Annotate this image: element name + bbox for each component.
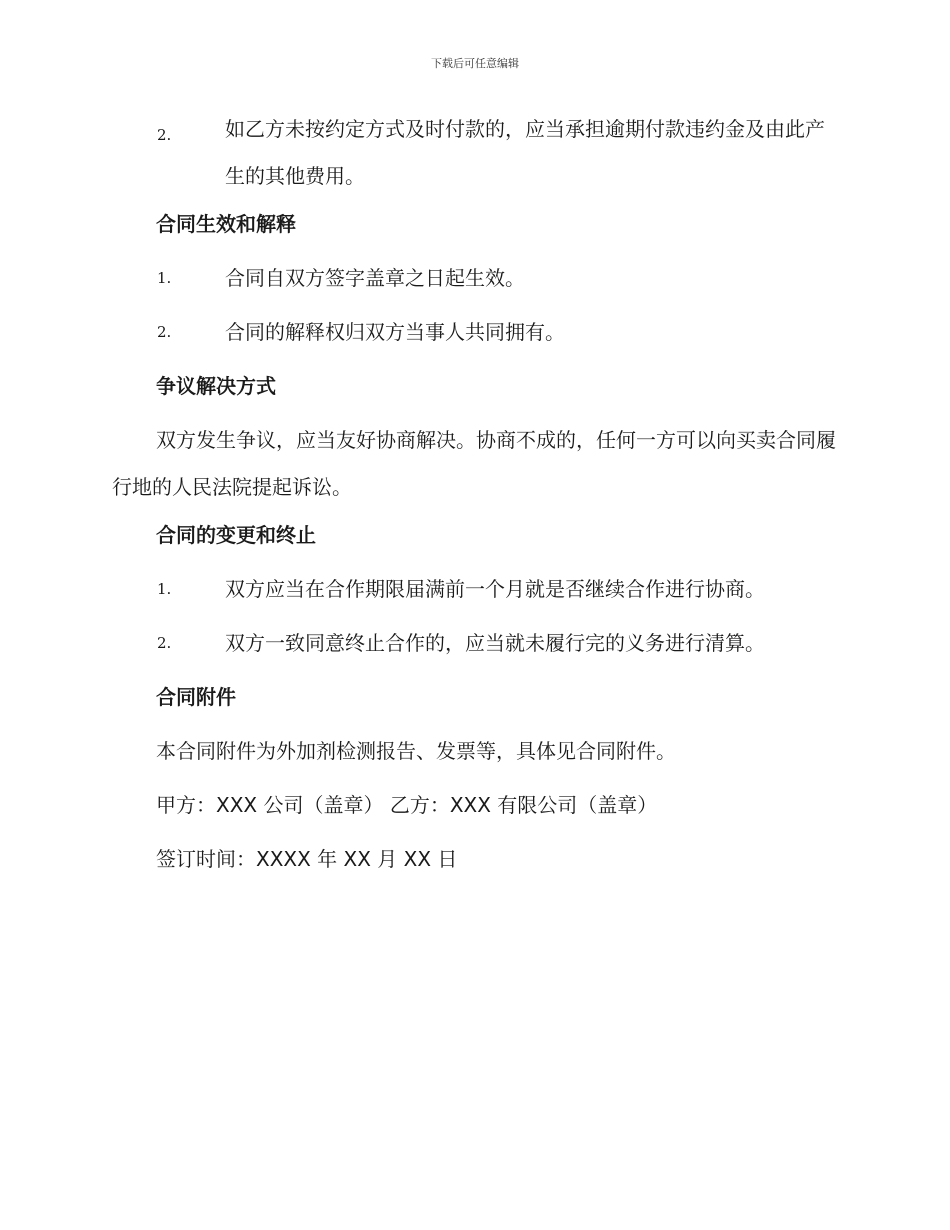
section-heading-attachment: 合同附件 <box>156 685 236 709</box>
clause-text: 合同自双方签字盖章之日起生效。 <box>225 266 525 290</box>
clause-text: 双方应当在合作期限届满前一个月就是否继续合作进行协商。 <box>225 577 765 601</box>
change-item-1 <box>112 572 838 626</box>
clause-number: 2. <box>157 323 172 341</box>
dispute-paragraph: 双方发生争议，应当友好协商解决。协商不成的，任何一方可以向买卖合同履行地的人民法院提起诉讼。 <box>112 428 836 499</box>
signature-parties: 甲方：XXX 公司（盖章） 乙方：XXX 有限公司（盖章） <box>156 793 658 817</box>
change-item-2 <box>112 626 838 680</box>
clause-text: 如乙方未按约定方式及时付款的，应当承担逾期付款违约金及由此产生的其他费用。 <box>225 117 825 188</box>
attachment-paragraph: 本合同附件为外加剂检测报告、发票等，具体见合同附件。 <box>156 739 676 763</box>
clause-text: 双方一致同意终止合作的，应当就未履行完的义务进行清算。 <box>225 631 765 655</box>
clause-number: 1. <box>157 580 172 598</box>
section-heading-change: 合同的变更和终止 <box>156 523 316 547</box>
effect-item-1 <box>112 261 838 315</box>
clause-number: 2. <box>157 634 172 652</box>
section-heading-dispute: 争议解决方式 <box>156 374 276 398</box>
clause-text: 合同的解释权归双方当事人共同拥有。 <box>225 320 565 344</box>
page-header-note: 下载后可任意编辑 <box>431 57 519 70</box>
section-heading-effect: 合同生效和解释 <box>156 212 296 236</box>
document-body <box>112 112 838 896</box>
clause-number: 2. <box>157 126 172 144</box>
clause-number: 1. <box>157 269 172 287</box>
signature-date: 签订时间：XXXX 年 XX 月 XX 日 <box>156 847 458 871</box>
payment-clause-2 <box>112 106 838 200</box>
effect-item-2 <box>112 315 838 369</box>
